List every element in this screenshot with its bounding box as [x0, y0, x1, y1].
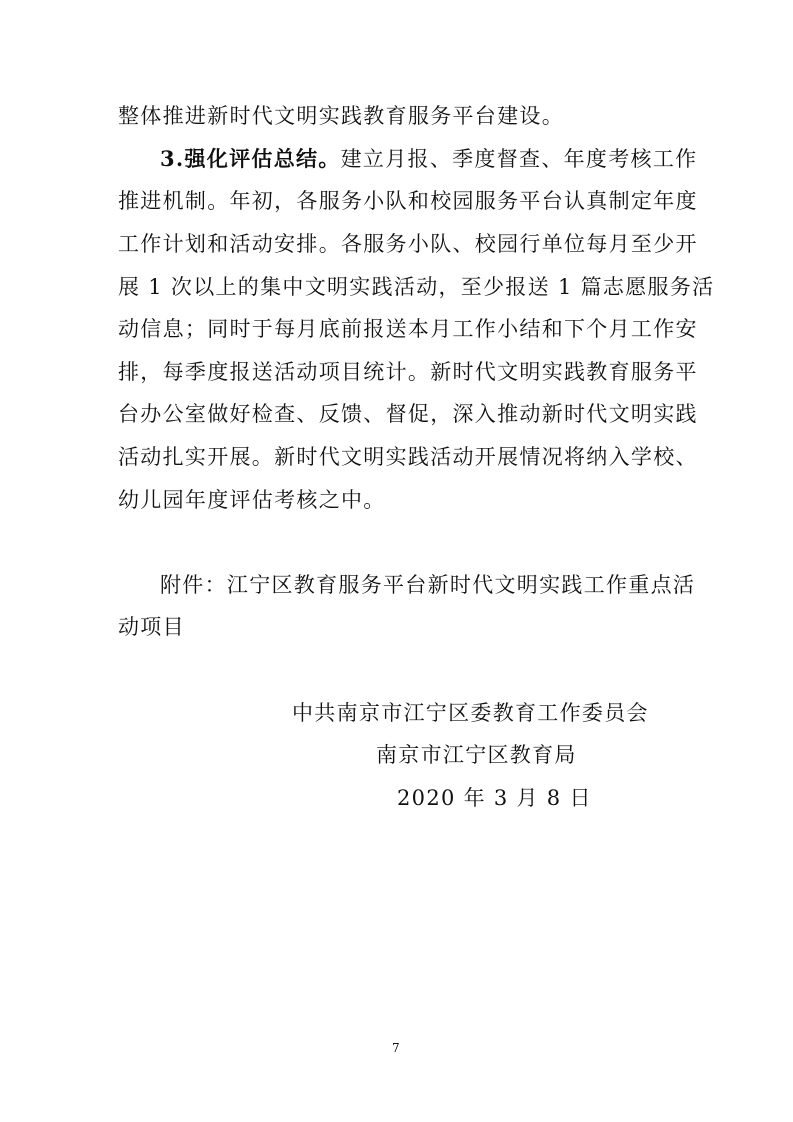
section-3-line: 工作计划和活动安排。各服务小队、校园行单位每月至少开: [118, 232, 698, 256]
signature-date: 2020 年 3 月 8 日: [397, 786, 592, 810]
attachment-line-2: 动项目: [118, 615, 185, 639]
signature-org-2: 南京市江宁区教育局: [376, 743, 577, 767]
section-3-line: 动信息；同时于每月底前报送本月工作小结和下个月工作安: [118, 317, 698, 341]
signature-org-1: 中共南京市江宁区委教育工作委员会: [292, 701, 649, 725]
section-3-line: 台办公室做好检查、反馈、督促，深入推动新时代文明实践: [118, 402, 698, 426]
attachment-line-1: 附件：江宁区教育服务平台新时代文明实践工作重点活: [160, 573, 696, 597]
page-number: 7: [392, 1041, 400, 1055]
section-3-text: 建立月报、季度督查、年度考核工作: [340, 147, 698, 171]
section-3-line: 幼儿园年度评估考核之中。: [118, 488, 386, 512]
section-3-line: 排，每季度报送活动项目统计。新时代文明实践教育服务平: [118, 360, 698, 384]
section-3-line: 展 1 次以上的集中文明实践活动，至少报送 1 篇志愿服务活: [118, 275, 715, 299]
section-3-line: 活动扎实开展。新时代文明实践活动开展情况将纳入学校、: [118, 445, 698, 469]
section-3-first-line: [160, 146, 697, 172]
section-3-heading: 3.强化评估总结。: [160, 146, 341, 171]
section-3-line: 推进机制。年初，各服务小队和校园服务平台认真制定年度: [118, 189, 698, 213]
continuation-line: 整体推进新时代文明实践教育服务平台建设。: [118, 104, 564, 128]
